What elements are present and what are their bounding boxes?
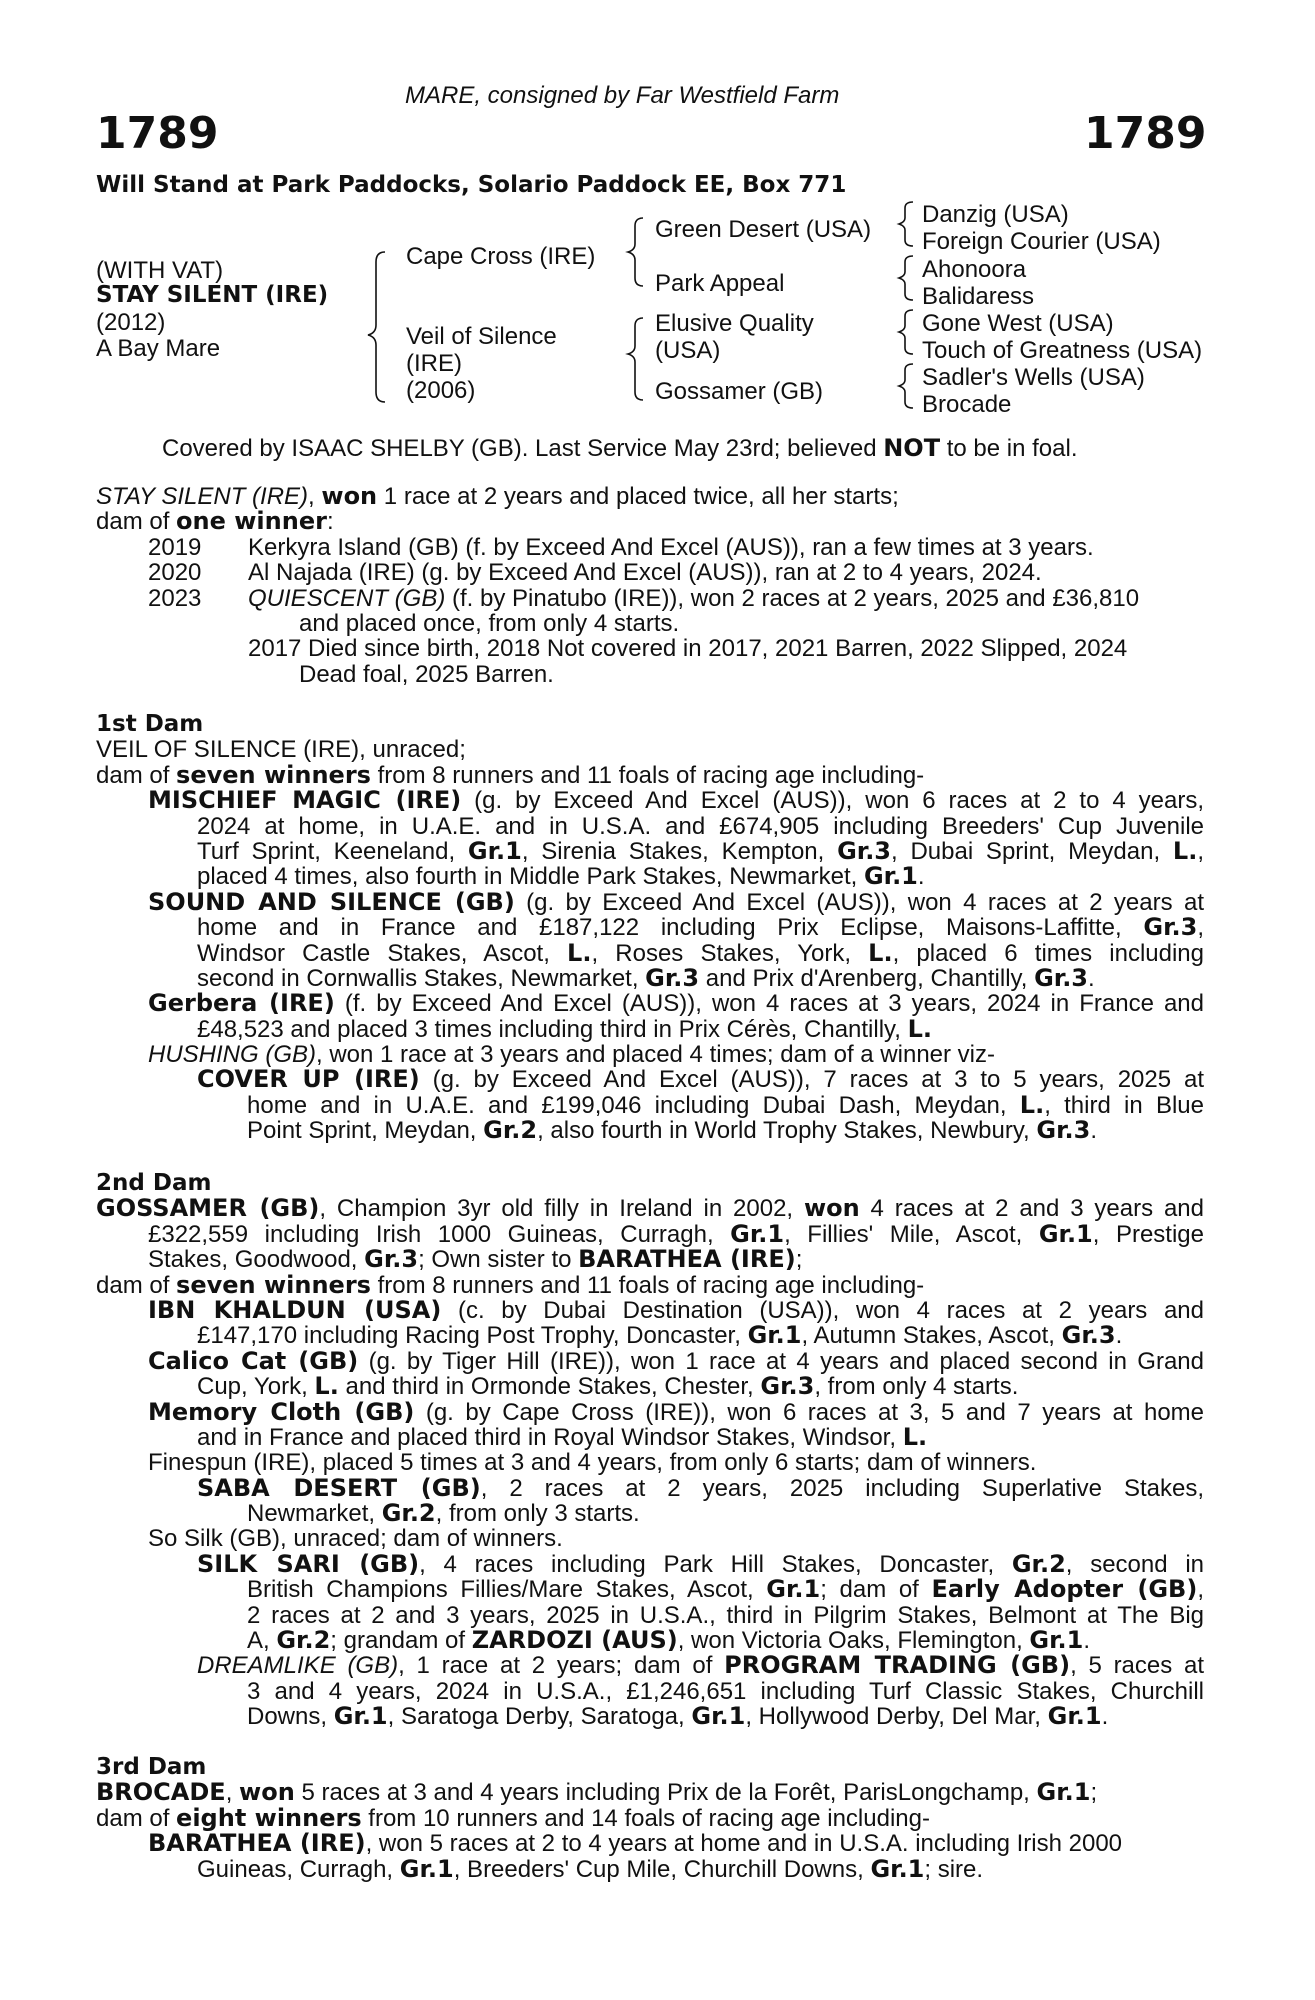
produce-notes-cont: Dead foal, 2025 Barren.: [299, 660, 554, 688]
text-line: Stakes, Goodwood, Gr.3; Own sister to BARATHEA (IRE);: [148, 1245, 803, 1274]
text-line: dam of seven winners from 8 runners and 11 foals of racing age including-: [96, 760, 925, 789]
text-line: second in Cornwallis Stakes, Newmarket, Gr.3 and Prix d'Arenberg, Chantilly, Gr.3.: [197, 963, 1095, 992]
dam-sire-line2: (USA): [655, 337, 721, 364]
brace-gossamer: [899, 364, 913, 408]
text-line: So Silk (GB), unraced; dam of winners.: [148, 1525, 563, 1553]
text-line: GOSSAMER (GB), Champion 3yr old filly in Ireland in 2002, won 4 races at 2 and 3 years and: [96, 1194, 1204, 1223]
text-line: BARATHEA (IRE), won 5 races at 2 to 4 years at home and in U.S.A. including Irish 2000: [148, 1829, 1123, 1858]
text-line: £147,170 including Racing Post Trophy, Doncaster, Gr.1, Autumn Stakes, Ascot, Gr.3.: [197, 1321, 1123, 1350]
text-line: BROCADE, won 5 races at 3 and 4 years including Prix de la Forêt, ParisLongchamp, Gr.1;: [96, 1778, 1098, 1807]
text-line: and in France and placed third in Royal Windsor Stakes, Windsor, L.: [197, 1422, 928, 1451]
produce-entry: [96, 1397, 1205, 1451]
sire-dam: Park Appeal: [655, 270, 785, 297]
text-line: Gerbera (IRE) (f. by Exceed And Excel (AUS)), won 4 races at 3 years, 2024 in France and: [148, 989, 1205, 1018]
text-line: home and in U.A.E. and £199,046 including Dubai Dash, Meydan, L., third in Blue: [247, 1090, 1204, 1119]
text-line: IBN KHALDUN (USA) (c. by Dubai Destination (USA)), won 4 races at 2 years and: [148, 1295, 1204, 1324]
brace-green-desert: [899, 202, 913, 246]
horse-name: STAY SILENT (IRE): [96, 282, 329, 308]
sire-sire: Green Desert (USA): [655, 216, 872, 243]
produce-entry: [96, 1831, 1204, 1882]
text-line: British Champions Fillies/Mare Stakes, Ascot, Gr.1; dam of Early Adopter (GB),: [247, 1575, 1204, 1604]
text-line: Calico Cat (GB) (g. by Tiger Hill (IRE)), won 1 race at 4 years and placed second in Grand: [148, 1346, 1205, 1375]
text-line: VEIL OF SILENCE (IRE), unraced;: [96, 736, 466, 764]
text-line: SOUND AND SILENCE (GB) (g. by Exceed And Excel (AUS)), won 4 races at 2 years at: [148, 887, 1204, 916]
text-line: dam of eight winners from 10 runners and 14 foals of racing age including-: [96, 1803, 930, 1832]
brace-dam: [628, 318, 643, 400]
produce-row: 2023 QUIESCENT (GB) (f. by Pinatubo (IRE)), won 2 races at 2 years, 2025 and £36,810: [148, 584, 1140, 612]
produce-notes: 2017 Died since birth, 2018 Not covered in 2017, 2021 Barren, 2022 Slipped, 2024: [248, 635, 1128, 663]
text-line: placed 4 times, also fourth in Middle Park Stakes, Newmarket, Gr.1.: [197, 862, 925, 891]
text-line: MISCHIEF MAGIC (IRE) (g. by Exceed And Excel (AUS)), won 6 races at 2 to 4 years,: [148, 786, 1204, 815]
lot-number-right: 1789: [1084, 108, 1207, 159]
produce-row-cont: and placed once, from only 4 starts.: [299, 609, 680, 637]
produce-entry: [96, 887, 1204, 992]
produce-entry: [96, 1042, 1204, 1144]
text-line: Windsor Castle Stakes, Ascot, L., Roses Stakes, York, L., placed 6 times including: [197, 938, 1204, 967]
brace-sire: [628, 218, 643, 286]
gg-sire-sire-dam: Foreign Courier (USA): [922, 228, 1161, 255]
text-line: dam of seven winners from 8 runners and 11 foals of racing age including-: [96, 1270, 925, 1299]
first-dam-section: [96, 712, 1204, 1144]
horse-year: (2012): [96, 309, 166, 336]
brace-horse: [368, 252, 385, 402]
covered-note: Covered by ISAAC SHELBY (GB). Last Service May 23rd; believed NOT to be in foal.: [162, 434, 1078, 462]
brace-elusive-quality: [899, 310, 913, 354]
lot-number-left: 1789: [96, 108, 219, 159]
text-line: 3 and 4 years, 2024 in U.S.A., £1,246,651 including Turf Classic Stakes, Churchill: [247, 1677, 1204, 1705]
text-line: COVER UP (IRE) (g. by Exceed And Excel (AUS)), 7 races at 3 to 5 years, 2025 at: [197, 1065, 1204, 1094]
produce-entry: [96, 788, 1204, 890]
text-line: SABA DESERT (GB), 2 races at 2 years, 2025 including Superlative Stakes,: [197, 1473, 1204, 1502]
gg-dam-dam-sire: Sadler's Wells (USA): [922, 364, 1145, 391]
section-heading: 1st Dam: [96, 711, 204, 737]
text-line: Newmarket, Gr.2, from only 3 starts.: [247, 1499, 640, 1528]
dam-dam: Gossamer (GB): [655, 378, 824, 405]
text-line: A, Gr.2; grandam of ZARDOZI (AUS), won Victoria Oaks, Flemington, Gr.1.: [247, 1626, 1091, 1655]
mare-record: [96, 484, 1204, 687]
gg-sire-dam-dam: Balidaress: [922, 283, 1035, 310]
text-line: £48,523 and placed 3 times including third in Prix Cérès, Chantilly, L.: [197, 1014, 933, 1043]
produce-entry: [96, 1346, 1205, 1401]
dam-name-line2: (IRE): [406, 350, 462, 377]
vat-note: (WITH VAT): [96, 257, 224, 284]
mare-race-record: STAY SILENT (IRE), won 1 race at 2 years and placed twice, all her starts;: [96, 482, 899, 510]
gg-sire-sire-sire: Danzig (USA): [922, 201, 1069, 228]
gg-dam-dam-dam: Brocade: [922, 391, 1012, 418]
text-line: Downs, Gr.1, Saratoga Derby, Saratoga, Gr.1, Hollywood Derby, Del Mar, Gr.1.: [247, 1702, 1109, 1731]
second-dam-section: [96, 1171, 1204, 1730]
text-line: £322,559 including Irish 1000 Guineas, Curragh, Gr.1, Fillies' Mile, Ascot, Gr.1, Prestige: [148, 1219, 1205, 1248]
text-line: DREAMLIKE (GB), 1 race at 2 years; dam of PROGRAM TRADING (GB), 5 races at: [197, 1651, 1205, 1680]
sire-name: Cape Cross (IRE): [406, 243, 596, 270]
dam-year: (2006): [406, 377, 476, 404]
gg-dam-sire-sire: Gone West (USA): [922, 310, 1114, 337]
text-line: Finespun (IRE), placed 5 times at 3 and 4 years, from only 6 starts; dam of winners.: [148, 1449, 1037, 1477]
dam-sire-line1: Elusive Quality: [655, 310, 814, 337]
produce-entry: [96, 1526, 1204, 1729]
text-line: HUSHING (GB), won 1 race at 3 years and placed 4 times; dam of a winner viz-: [148, 1041, 995, 1069]
dam-name-line1: Veil of Silence: [406, 323, 557, 350]
consignor-line: MARE, consigned by Far Westfield Farm: [405, 82, 840, 109]
mare-produce-summary: dam of one winner:: [96, 507, 334, 536]
produce-row: 2019 Kerkyra Island (GB) (f. by Exceed And Excel (AUS)), ran a few times at 3 years.: [148, 533, 1094, 561]
text-line: 2024 at home, in U.A.E. and in U.S.A. and £674,905 including Breeders' Cup Juvenile: [197, 812, 1204, 840]
text-line: Turf Sprint, Keeneland, Gr.1, Sirenia Stakes, Kempton, Gr.3, Dubai Sprint, Meydan, L.,: [197, 836, 1204, 865]
brace-park-appeal: [899, 256, 913, 300]
text-line: Guineas, Curragh, Gr.1, Breeders' Cup Mile, Churchill Downs, Gr.1; sire.: [197, 1854, 984, 1883]
produce-row: 2020 Al Najada (IRE) (g. by Exceed And Excel (AUS)), ran at 2 to 4 years, 2024.: [148, 559, 1042, 587]
stand-location: Will Stand at Park Paddocks, Solario Paddock EE, Box 771: [96, 172, 847, 198]
horse-description: A Bay Mare: [96, 335, 221, 362]
text-line: Memory Cloth (GB) (g. by Cape Cross (IRE)), won 6 races at 3, 5 and 7 years at home: [148, 1397, 1205, 1426]
section-heading: 3rd Dam: [96, 1754, 207, 1780]
text-line: Point Sprint, Meydan, Gr.2, also fourth in World Trophy Stakes, Newbury, Gr.3.: [247, 1116, 1097, 1145]
text-line: SILK SARI (GB), 4 races including Park Hill Stakes, Doncaster, Gr.2, second in: [197, 1549, 1204, 1578]
produce-entry: [96, 991, 1204, 1042]
text-line: Cup, York, L. and third in Ormonde Stakes, Chester, Gr.3, from only 4 starts.: [197, 1372, 1019, 1401]
section-heading: 2nd Dam: [96, 1170, 212, 1196]
text-line: 2 races at 2 and 3 years, 2025 in U.S.A., third in Pilgrim Stakes, Belmont at The Big: [247, 1601, 1204, 1629]
text-line: home and in France and £187,122 including Prix Eclipse, Maisons-Laffitte, Gr.3,: [197, 913, 1204, 942]
produce-entry: [96, 1295, 1204, 1350]
gg-dam-sire-dam: Touch of Greatness (USA): [922, 337, 1203, 364]
third-dam-section: [96, 1755, 1204, 1882]
gg-sire-dam-sire: Ahonoora: [922, 256, 1027, 283]
produce-entry: [96, 1450, 1204, 1526]
